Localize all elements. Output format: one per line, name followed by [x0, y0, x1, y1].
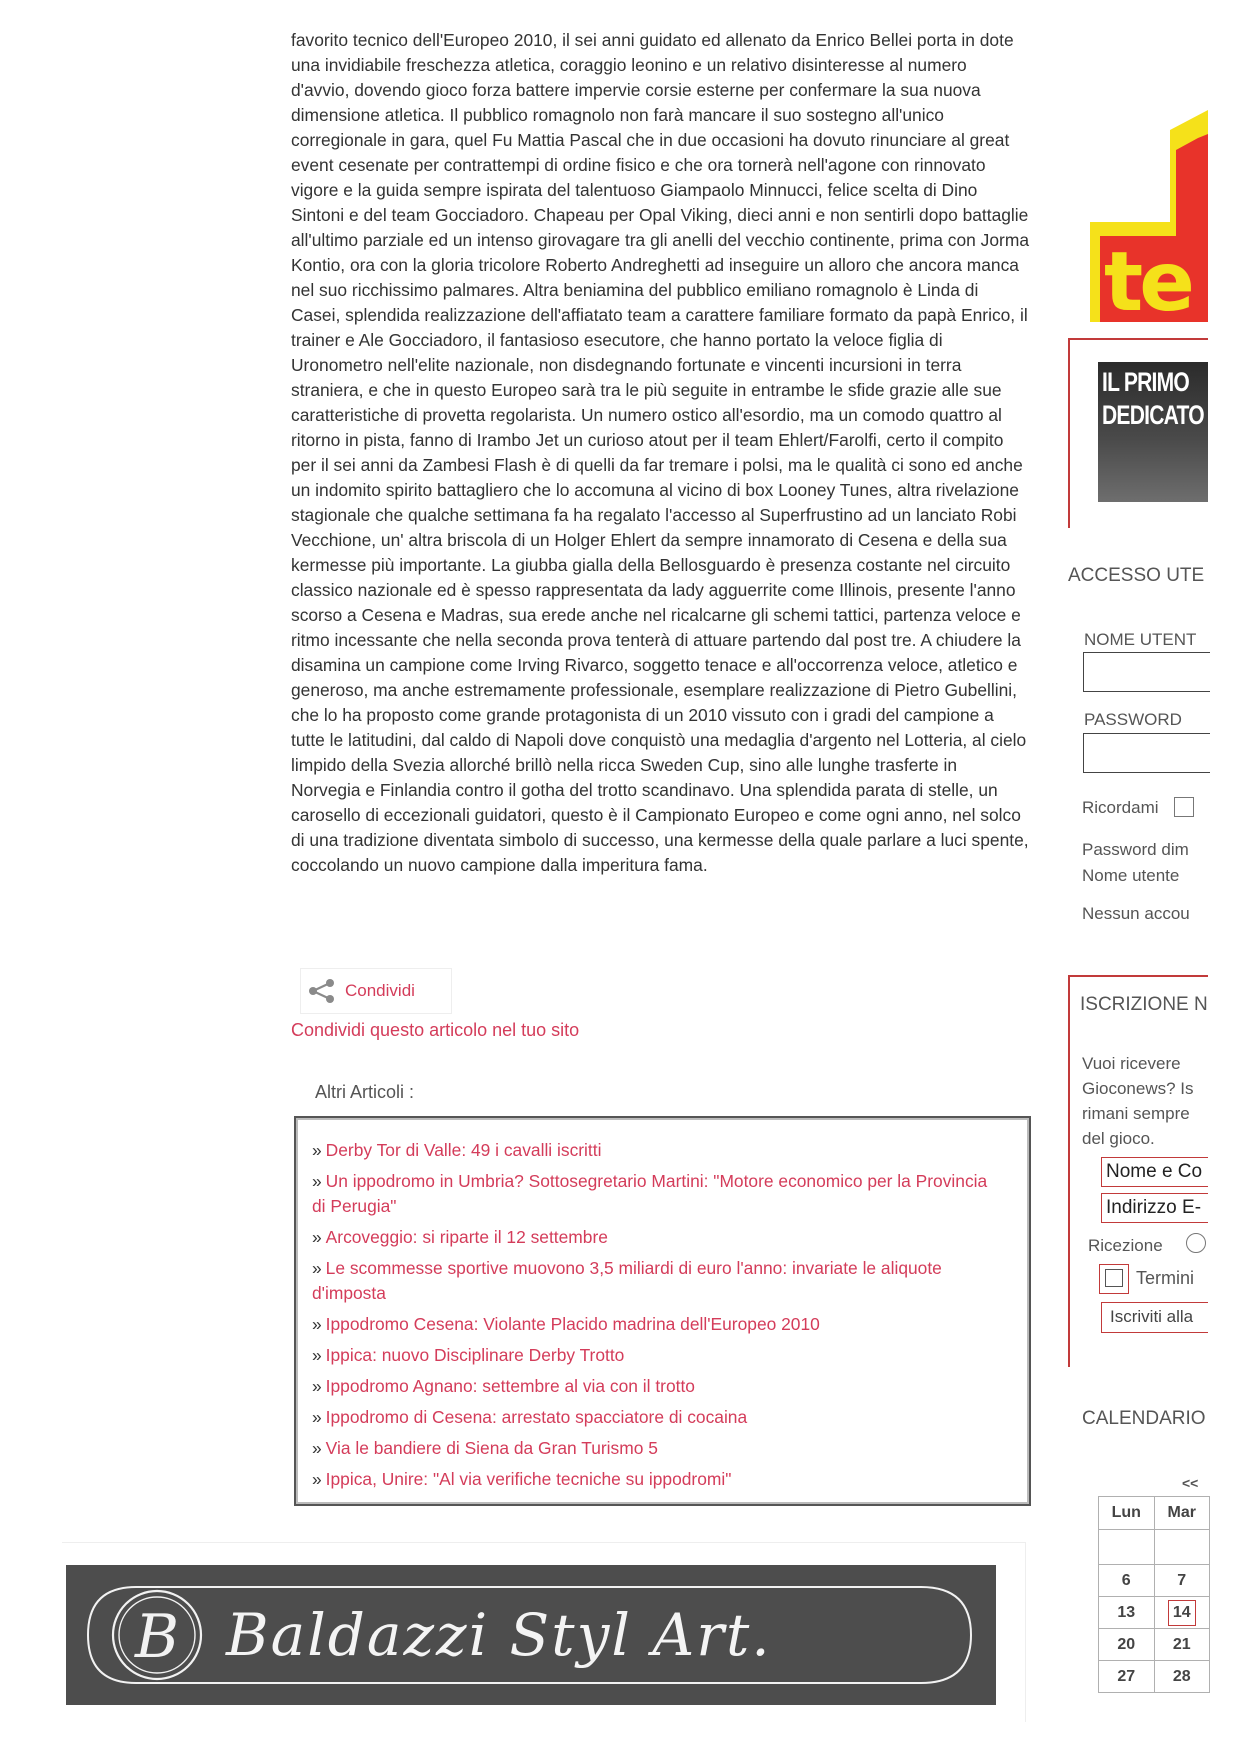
forgot-username-link[interactable]: Nome utente: [1082, 866, 1180, 885]
share-site-link[interactable]: Condividi questo articolo nel tuo sito: [291, 1020, 580, 1040]
baldazzi-banner[interactable]: [66, 1565, 996, 1705]
calendar-day-header: Mar: [1154, 1497, 1210, 1530]
newsletter-intro-4: del gioco.: [1082, 1129, 1155, 1148]
other-article-link[interactable]: Arcoveggio: si riparte il 12 settembre: [325, 1227, 608, 1247]
banner-art: [66, 1565, 996, 1705]
email-field[interactable]: Indirizzo E-: [1101, 1193, 1208, 1223]
other-article-link[interactable]: Via le bandiere di Siena da Gran Turismo 5: [325, 1438, 658, 1458]
calendar-prev-button[interactable]: <<: [1182, 1475, 1199, 1491]
other-article-link[interactable]: Ippica, Unire: "Al via verifiche tecniche su ippodromi": [325, 1469, 732, 1489]
article-body: favorito tecnico dell'Europeo 2010, il sei anni guidato ed allenato da Enrico Bellei porta in dote una invidiabile freschezza atletica, coraggio leonino e un relativo disinteresse al numero d'avvio, dovendo gioco forza battere impervie corsie esterne per confermare la sua nuova dimensione atletica. Il pubblico romagnolo non farà mancare il suo sostegno all'unico corregionale in gara, quel Fu Mattia Pascal che in due occasioni ha dovuto rinunciare al great event cesenate per contrattempi di ordine fisico e che ora tornerà nell'agone con rinnovato vigore e la guida sempre ispirata del talentuoso Giampaolo Minnucci, felice scelta di Dino Sintoni e del team Gocciadoro. Chapeau per Opal Viking, dieci anni e non sentirli dopo battaglie all'ultimo parziale ed un intenso girovagare tra gli anelli del vecchio continente, prima con Jorma Kontio, ora con la gloria tricolore Roberto Andreghetti ad inseguire un alloro che ancora manca nel suo ricchissimo palmares. Altra beniamina del pubblico emiliano romagnolo è Linda di Casei, splendida realizzazione dell'affiatato team a carattere familiare formato da papà Enrico, il trainer e Ale Gocciadoro, il fantasioso esecutore, che hanno portato la veloce figlia di Uronometro nell'elite nazionale, non disdegnando fortunate e vincenti incursioni in terra straniera, e che in questo Europeo sarà tra le più seguite in entrambe le sfide grazie alle sue caratteristiche di provetta regolarista. Un numero ostico all'esordio, ma un comodo quattro al ritorno in pista, fanno di Irambo Jet un curioso atout per il team Ehlert/Farolfi, certo il compito per il sei anni da Zambesi Flash è di quelli da far tremare i polsi, ma le qualità ci sono ed anche un indomito spirito battagliero che lo accomuna al vicino di box Looney Tunes, altra rivelazione stagionale che qualche settimana fa ha regalato l'accesso al Superfrustino ad un lanciato Robi Vecchione, un' altra briscola di un Holger Ehlert da sempre innamorato di Cesena e della sua kermesse più importante. La giubba gialla della Bellosguardo è presenza costante nel circuito classico nazionale ed è spesso rappresentata da lady agguerrite come Illinois, presente l'anno scorso a Cesena e Madras, sua erede anche nel ricalcarne gli schemi tattici, partenza veloce e ritmo incessante che nella seconda prova tenterà di attuare partendo dal post tre. A chiudere la disamina un campione come Irving Rivarco, soggetto tenace e all'occorrenza veloce, atletico e generoso, ma anche estremamente professionale, esemplare realizzazione di Pietro Gubellini, che lo ha proposto come grande protagonista di un 2010 vissuto con i gradi del campione a tutte le latitudini, dal caldo di Napoli dove conquistò una medaglia d'argento nel Lotteria, al cielo limpido della Svezia allorché brillò nella ricca Sweden Cup, sino alle lunghe trasferte in Norvegia e Finlandia contro il gotha del trotto scandinavo. Una splendida parata di stelle, un carosello di eccezionali guidatori, questo è il Campionato Europeo e come ogni anno, nel solco di una tradizione diventata simbolo di successo, una kermesse della quale parlare a luci spente, coccolando un nuovo campione dalla imperitura fama.: [291, 30, 1029, 875]
calendar-heading: CALENDARIO: [1082, 1408, 1206, 1429]
other-article-link[interactable]: Ippodromo di Cesena: arrestato spacciatore di cocaina: [325, 1407, 748, 1427]
other-article-link[interactable]: Le scommesse sportive muovono 3,5 miliardi di euro l'anno: invariate le aliquote d'imposta: [312, 1258, 942, 1303]
other-article-link[interactable]: Ippica: nuovo Disciplinare Derby Trotto: [325, 1345, 625, 1365]
promo-line-2: DEDICATO: [1102, 400, 1204, 430]
login-heading: ACCESSO UTE: [1068, 565, 1205, 586]
name-field[interactable]: Nome e Co: [1101, 1157, 1208, 1187]
remember-checkbox[interactable]: [1174, 797, 1194, 817]
calendar-grid: [1098, 1496, 1210, 1693]
other-article-link[interactable]: Ippodromo Agnano: settembre al via con il trotto: [325, 1376, 695, 1396]
banner-monogram: B: [134, 1602, 180, 1672]
username-label: NOME UTENT: [1084, 630, 1197, 649]
other-article-link[interactable]: Derby Tor di Valle: 49 i cavalli iscritti: [325, 1140, 602, 1160]
share-button-label: Condividi: [345, 981, 415, 1000]
calendar-day-today[interactable]: [1154, 1597, 1210, 1629]
list-item: » Ippodromo di Cesena: arrestato spacciatore di cocaina: [312, 1407, 748, 1427]
calendar-day-header: Lun: [1099, 1497, 1155, 1530]
list-item: » Arcoveggio: si riparte il 12 settembre: [312, 1227, 608, 1247]
calendar-day[interactable]: 28: [1154, 1661, 1210, 1693]
terms-checkbox-frame[interactable]: [1099, 1264, 1129, 1294]
newsletter-intro-3: rimani sempre: [1082, 1104, 1190, 1123]
other-articles-list: [296, 1118, 1029, 1492]
password-label: PASSWORD: [1084, 710, 1182, 729]
other-article-link[interactable]: Un ippodromo in Umbria? Sottosegretario Martini: "Motore economico per la Provincia di Perugia": [312, 1171, 988, 1216]
other-article-link[interactable]: Ippodromo Cesena: Violante Placido madrina dell'Europeo 2010: [325, 1314, 820, 1334]
calendar-day[interactable]: 21: [1154, 1629, 1210, 1661]
register-link[interactable]: Nessun accou: [1082, 904, 1190, 923]
list-item: » Ippica, Unire: "Al via verifiche tecniche su ippodromi": [312, 1469, 732, 1489]
calendar-day[interactable]: 27: [1099, 1661, 1155, 1693]
logo-text: te: [1104, 235, 1191, 322]
other-articles-box: [294, 1116, 1031, 1506]
reception-label: Ricezione: [1088, 1236, 1163, 1255]
calendar-day[interactable]: 6: [1099, 1565, 1155, 1597]
newsletter-heading: ISCRIZIONE N: [1080, 994, 1208, 1015]
promo-line-1: IL PRIMO: [1102, 367, 1189, 397]
calendar-day[interactable]: 13: [1099, 1597, 1155, 1629]
newsletter-intro-1: Vuoi ricevere: [1082, 1054, 1181, 1073]
calendar-day[interactable]: 20: [1099, 1629, 1155, 1661]
subscribe-button[interactable]: Iscriviti alla: [1101, 1302, 1208, 1333]
list-item: » Via le bandiere di Siena da Gran Turismo 5: [312, 1438, 658, 1458]
remember-label: Ricordami: [1082, 798, 1159, 817]
promo-banner[interactable]: [1098, 362, 1208, 502]
calendar-empty-cell: [1154, 1530, 1210, 1565]
terms-checkbox[interactable]: [1105, 1269, 1123, 1287]
list-item: » Un ippodromo in Umbria? Sottosegretario Martini: "Motore economico per la Provincia di Perugia": [312, 1171, 988, 1216]
list-item: » Ippodromo Agnano: settembre al via con il trotto: [312, 1376, 695, 1396]
share-button[interactable]: [300, 968, 452, 1014]
other-articles-label: Altri Articoli :: [315, 1082, 415, 1102]
list-item: » Ippica: nuovo Disciplinare Derby Trotto: [312, 1345, 625, 1365]
reception-radio[interactable]: [1186, 1233, 1206, 1253]
list-item: » Derby Tor di Valle: 49 i cavalli iscritti: [312, 1140, 602, 1160]
site-logo[interactable]: [1090, 110, 1208, 322]
newsletter-intro-2: Gioconews? Is: [1082, 1079, 1194, 1098]
calendar-day[interactable]: 7: [1154, 1565, 1210, 1597]
calendar-empty-cell: [1099, 1530, 1155, 1565]
logo-graphic: [1090, 110, 1208, 322]
terms-label[interactable]: Termini: [1136, 1268, 1195, 1288]
calendar-today-label: 14: [1168, 1600, 1196, 1626]
username-input[interactable]: [1083, 652, 1210, 692]
banner-brand: Baldazzi Styl Art.: [226, 1601, 772, 1669]
forgot-password-link[interactable]: Password dim: [1082, 840, 1189, 859]
list-item: » Ippodromo Cesena: Violante Placido madrina dell'Europeo 2010: [312, 1314, 820, 1334]
list-item: » Le scommesse sportive muovono 3,5 miliardi di euro l'anno: invariate le aliquote d'imposta: [312, 1258, 942, 1303]
share-icon: [307, 978, 337, 1004]
password-input[interactable]: [1083, 733, 1210, 773]
